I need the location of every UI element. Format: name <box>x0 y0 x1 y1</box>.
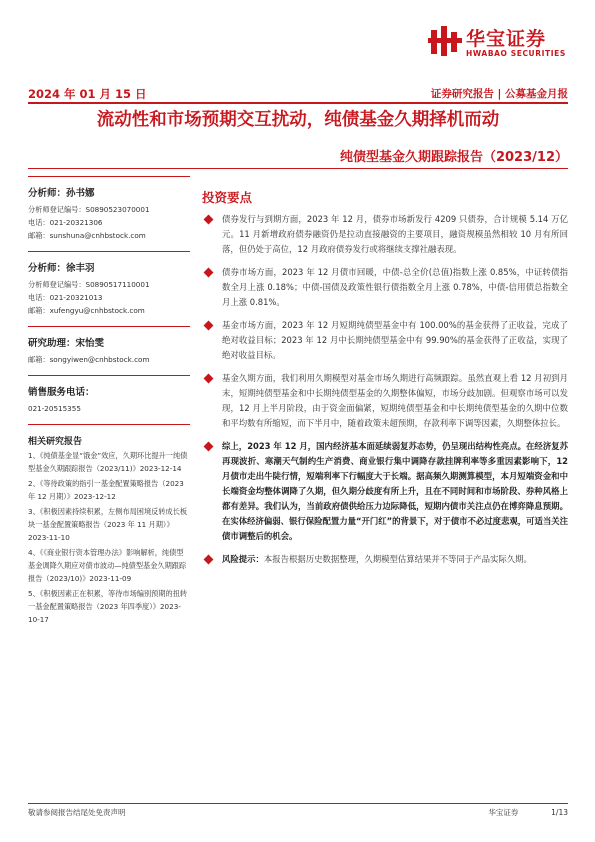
divider <box>28 176 190 177</box>
key-point-item-risk <box>202 552 568 567</box>
diamond-bullet-icon <box>204 321 214 331</box>
page-number: 1/13 <box>551 808 568 817</box>
logo-text-en: HWABAO SECURITIES <box>466 49 566 58</box>
key-point-text: 2023 年 12 月，国内经济基本面延续弱复苏态势，仍呈现出结构性亮点。在经济复苏再现波折、寒潮天气制约生产消费、商业银行集中调降存款挂牌利率等多重因素影响下，12 月债市走出牛陡行情，短端利率下行幅度大于长端。据高频久期测算模型，本月短端资金和中长端资金均整体调降了久期，但久期分歧度有所上升，且在不同时间和市场阶段、券种风格上都有差异。我们认为，当前政府债供给压力边际降低，短期内债市关注点仍在博弈降息预期。在实体经济偏弱、银行保险配置力量“开门红”的背景下，对于债市不必过度悲观，可适当关注债市调整后的机会。 <box>222 441 569 541</box>
key-point-item <box>202 318 568 363</box>
related-report-item[interactable]: 3、《积极因素持续积累，左侧布局困境反转成长板块一基金配置策略报告（2023 年 11 月期）》2023-11-10 <box>28 507 188 542</box>
footer-disclaimer: 敬请参阅报告结尾处免责声明 <box>28 808 126 817</box>
analyst-name: 分析师：孙书娜 <box>28 188 95 199</box>
assistant-name: 研究助理：宋怡雯 <box>28 338 105 349</box>
divider <box>28 251 190 252</box>
analyst-block-1 <box>28 185 190 242</box>
footer-right <box>488 807 568 818</box>
divider <box>28 375 190 376</box>
key-point-item <box>202 212 568 257</box>
assistant-block <box>28 335 190 366</box>
key-points <box>202 188 568 575</box>
related-report-item[interactable]: 5、《积极因素正在积累，等待市场编别预期的扭转一基金配置策略报告（2023 年四季度）》2023-10-17 <box>28 589 188 624</box>
sales-phone: 021-20515355 <box>28 404 81 413</box>
title-rule <box>28 168 568 169</box>
related-reports-title: 相关研究报告 <box>28 437 83 447</box>
diamond-bullet-icon <box>204 555 214 565</box>
diamond-bullet-icon <box>204 215 214 225</box>
logo-mark-icon <box>428 24 462 58</box>
analyst-block-2 <box>28 260 190 317</box>
divider <box>28 326 190 327</box>
report-subtitle: 纯债型基金久期跟踪报告（2023/12） <box>339 150 568 165</box>
analyst-cert: 分析师登记编号：S0890517110001 <box>28 280 150 289</box>
key-point-text: 债券发行与到期方面，2023 年 12 月，债券市场新发行 4209 只债券，合计规模 5.14 万亿元。11 月新增政府债券融资仍是拉动直接融资的主要项目，融资规模虽然相较 10 月有所回落，但仍处于高位，12 月政府债券发行或将继续支撑社融表现。 <box>222 214 568 254</box>
key-point-item <box>202 265 568 310</box>
related-report-item[interactable]: 4、《《商业银行资本管理办法》影响解析，纯债型基金调降久期应对债市波动—纯债型基金久期跟踪报告（2023/10)》2023-11-09 <box>28 548 187 583</box>
key-point-text: 本报告根据历史数据整理，久期模型估算结果并不等同于产品实际久期。 <box>263 554 532 564</box>
sales-label: 销售服务电话： <box>28 387 95 398</box>
divider <box>28 424 190 425</box>
analyst-name: 分析师：徐丰羽 <box>28 263 95 274</box>
report-date: 2024 年 01 月 15 日 <box>28 87 147 101</box>
company-logo <box>428 24 568 68</box>
logo-text-cn: 华宝证券 <box>466 28 547 50</box>
analyst-phone: 电话：021-20321306 <box>28 218 103 227</box>
key-point-text: 债券市场方面，2023 年 12 月债市回暖，中债-总全价(总值)指数上涨 0.85%，中证转债指数全月上涨 0.18%；中债-国债及政策性银行债指数全月上涨 0.78%，中债-信用债总指数全月上涨 0.81%。 <box>222 267 568 307</box>
diamond-bullet-icon <box>204 268 214 278</box>
key-point-item-summary <box>202 439 568 544</box>
key-point-lead: 综上， <box>222 441 248 451</box>
report-tags: 证券研究报告 | 公募基金月报 <box>430 88 568 100</box>
analyst-phone: 电话：021-20321013 <box>28 293 103 302</box>
footer-rule <box>28 803 568 804</box>
key-point-item <box>202 371 568 431</box>
related-report-item[interactable]: 1、《纯债基金显“饿金”效应，久期环比提升一纯债型基金久期跟踪报告（2023/11)》2023-12-14 <box>28 451 188 473</box>
key-points-title: 投资要点 <box>202 190 253 205</box>
header-rule <box>28 102 568 104</box>
key-point-text: 基金市场方面，2023 年 12 月短期纯债型基金中有 100.00%的基金获得了正收益，完成了绝对收益目标；2023 年 12 月中长期纯债型基金中有 99.90%的基金获得了正收益，实现了绝对收益目标。 <box>222 320 568 360</box>
left-sidebar <box>28 176 190 626</box>
analyst-cert: 分析师登记编号：S0890523070001 <box>28 205 150 214</box>
diamond-bullet-icon <box>204 442 214 452</box>
key-point-text: 基金久期方面，我们利用久期模型对基金市场久期进行高频跟踪。虽然直观上看 12 月初到月末，短期纯债型基金和中长期纯债型基金的久期整体偏短，市场分歧加剧。但观察市场可以发现，12 月上半月阶段，由于资金面偏紧，短期纯债型基金和中长期纯债型基金的久期中位数和平均数有所缩短，而下半月中，随着政策未超预期，存款利率下调等因素，久期整体拉长。 <box>222 373 568 428</box>
report-title: 流动性和市场预期交互扰动，纯债基金久期择机而动 <box>96 110 500 130</box>
sales-block <box>28 384 190 415</box>
assistant-email[interactable]: 邮箱：songyiwen@cnhbstock.com <box>28 355 150 364</box>
related-report-item[interactable]: 2、《等待政策的指引一基金配置策略报告（2023 年 12 月期）》2023-12-12 <box>28 479 184 501</box>
analyst-email[interactable]: 邮箱：xufengyu@cnhbstock.com <box>28 306 145 315</box>
analyst-email[interactable]: 邮箱：sunshuna@cnhbstock.com <box>28 231 146 240</box>
related-reports <box>28 434 190 626</box>
key-point-lead: 风险提示： <box>222 554 264 564</box>
footer-company: 华宝证券 <box>488 808 519 817</box>
diamond-bullet-icon <box>204 374 214 384</box>
